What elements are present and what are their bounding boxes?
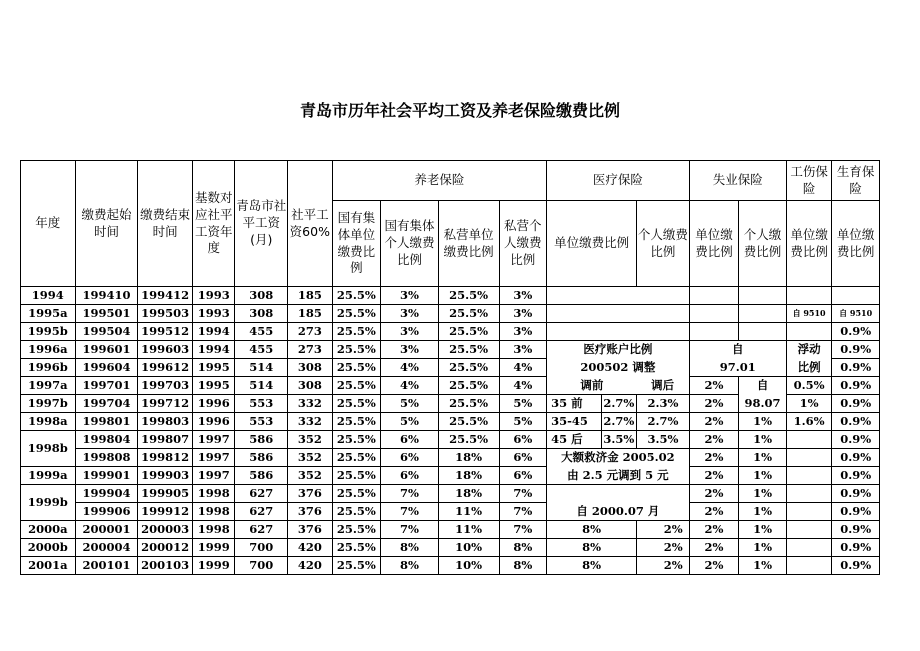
cell-wage: 455 [235,323,288,341]
table-row [21,503,880,521]
cell-p3: 11% [438,503,499,521]
cell-p4: 3% [499,323,547,341]
cell-p4: 7% [499,521,547,539]
cell-start: 199410 [75,287,138,305]
cell-base: 1998 [192,521,234,539]
cell-inj-empty [786,431,832,449]
header-u2: 个人缴费比例 [739,201,787,287]
cell-base: 1995 [192,359,234,377]
header-p2: 国有集体个人缴费比例 [381,201,439,287]
cell-wage: 627 [235,485,288,503]
cell-start: 199701 [75,377,138,395]
cell-p1: 25.5% [332,467,381,485]
cell-base: 1997 [192,467,234,485]
cell-w60: 185 [288,305,333,323]
header-pension: 养老保险 [332,161,546,201]
cell-start: 199901 [75,467,138,485]
cell-p1: 25.5% [332,521,381,539]
table-row [21,449,880,467]
cell-med-before: 调前 [547,377,637,395]
cell-p2: 7% [381,485,439,503]
cell-p2: 7% [381,503,439,521]
cell-year: 1995a [21,305,76,323]
cell-p1: 25.5% [332,287,381,305]
cell-birth: 0.9% [832,521,880,539]
cell-base: 1997 [192,431,234,449]
cell-base: 1997 [192,449,234,467]
cell-start: 199704 [75,395,138,413]
cell-birth-from: 自 9510 [832,305,880,323]
page-title: 青岛市历年社会平均工资及养老保险缴费比例 [299,101,620,120]
cell-end: 199803 [138,413,193,431]
cell-start: 200004 [75,539,138,557]
table-row [21,485,880,503]
cell-p3: 11% [438,521,499,539]
cell-p3: 25.5% [438,305,499,323]
cell-medical-empty [547,287,690,305]
cell-p1: 25.5% [332,485,381,503]
cell-start: 199904 [75,485,138,503]
cell-wage: 553 [235,413,288,431]
cell-med-personal: 2% [637,539,690,557]
cell-year: 2001a [21,557,76,575]
cell-end: 200003 [138,521,193,539]
cell-p2: 3% [381,341,439,359]
cell-u1: 2% [689,395,739,413]
cell-u1-empty [689,305,739,323]
cell-wage: 455 [235,341,288,359]
cell-inj-empty [786,467,832,485]
cell-medical-empty [547,485,690,503]
cell-wage: 514 [235,377,288,395]
cell-inj-from: 自 9510 [786,305,832,323]
cell-wage: 308 [235,305,288,323]
cell-base: 1996 [192,413,234,431]
cell-w60: 376 [288,503,333,521]
cell-age-45: 45 后 [547,431,602,449]
cell-end: 199612 [138,359,193,377]
cell-p2: 5% [381,413,439,431]
cell-birth: 0.9% [832,323,880,341]
cell-p4: 7% [499,503,547,521]
cell-start: 199604 [75,359,138,377]
cell-u2-empty [739,323,787,341]
cell-wage: 700 [235,557,288,575]
cell-p4: 8% [499,557,547,575]
cell-w60: 332 [288,413,333,431]
cell-relief-1: 大额救济金 2005.02 [547,449,690,467]
cell-w60: 376 [288,521,333,539]
table-row [21,539,880,557]
table-row [21,287,880,305]
cell-birth: 0.9% [832,539,880,557]
cell-start: 199504 [75,323,138,341]
cell-w60: 185 [288,287,333,305]
cell-from-2000: 自 2000.07 月 [547,503,690,521]
cell-unemp-9701: 97.01 [689,359,786,377]
cell-birth: 0.9% [832,413,880,431]
cell-inj: 1% [786,395,832,413]
cell-start: 199804 [75,431,138,449]
cell-year: 1995b [21,323,76,341]
cell-w60: 352 [288,431,333,449]
cell-w60: 332 [288,395,333,413]
table-row [21,413,880,431]
cell-start: 199808 [75,449,138,467]
cell-base: 1993 [192,305,234,323]
cell-base: 1996 [192,395,234,413]
cell-p1: 25.5% [332,557,381,575]
cell-p1: 25.5% [332,413,381,431]
cell-p2: 3% [381,287,439,305]
cell-p1: 25.5% [332,377,381,395]
cell-p2: 8% [381,557,439,575]
header-i1: 单位缴费比例 [786,201,832,287]
cell-w60: 273 [288,323,333,341]
cell-year: 1998b [21,431,76,467]
cell-u2-zi: 自 [739,377,787,395]
cell-wage: 514 [235,359,288,377]
cell-u1: 2% [689,431,739,449]
cell-end: 200012 [138,539,193,557]
table-row [21,323,880,341]
cell-p2: 3% [381,305,439,323]
cell-birth: 0.9% [832,359,880,377]
header-m2: 个人缴费比例 [637,201,690,287]
cell-start: 199906 [75,503,138,521]
cell-u2-9807: 98.07 [739,395,787,413]
cell-rate-after: 2.7% [637,413,690,431]
cell-end: 199807 [138,431,193,449]
cell-p2: 6% [381,431,439,449]
cell-p4: 7% [499,485,547,503]
table-row [21,395,880,413]
cell-birth-empty [832,287,880,305]
cell-u2: 1% [739,485,787,503]
cell-u2-empty [739,287,787,305]
cell-wage: 586 [235,449,288,467]
cell-inj-empty [786,323,832,341]
cell-year: 2000a [21,521,76,539]
cell-medical-empty [547,305,690,323]
cell-w60: 308 [288,377,333,395]
cell-p3: 25.5% [438,359,499,377]
header-start: 缴费起始时间 [75,161,138,287]
cell-p4: 6% [499,449,547,467]
cell-p1: 25.5% [332,539,381,557]
cell-u1-empty [689,287,739,305]
cell-u2: 1% [739,431,787,449]
cell-inj-empty [786,557,832,575]
cell-p1: 25.5% [332,431,381,449]
cell-p3: 25.5% [438,323,499,341]
cell-base: 1998 [192,503,234,521]
cell-base: 1994 [192,341,234,359]
cell-u1: 2% [689,521,739,539]
cell-birth: 0.9% [832,449,880,467]
header-base-year: 基数对应社平工资年度 [192,161,234,287]
cell-p4: 4% [499,359,547,377]
cell-end: 199912 [138,503,193,521]
cell-u2: 1% [739,503,787,521]
table-row [21,467,880,485]
cell-p4: 6% [499,431,547,449]
cell-birth: 0.9% [832,395,880,413]
cell-end: 199703 [138,377,193,395]
table-row [21,341,880,359]
cell-start: 199601 [75,341,138,359]
cell-p2: 3% [381,323,439,341]
cell-birth: 0.9% [832,467,880,485]
cell-base: 1998 [192,485,234,503]
cell-p4: 5% [499,395,547,413]
cell-med-after: 调后 [637,377,690,395]
cell-med-personal: 2% [637,521,690,539]
cell-p1: 25.5% [332,359,381,377]
table-row [21,359,880,377]
header-m1: 单位缴费比例 [547,201,637,287]
header-avg-wage: 青岛市社平工资(月) [235,161,288,287]
cell-p1: 25.5% [332,305,381,323]
cell-end: 200103 [138,557,193,575]
cell-p2: 5% [381,395,439,413]
cell-end: 199905 [138,485,193,503]
cell-inj-empty [786,539,832,557]
cell-u1: 2% [689,377,739,395]
header-end: 缴费结束时间 [138,161,193,287]
cell-base: 1999 [192,557,234,575]
cell-age-35: 35 前 [547,395,602,413]
cell-p1: 25.5% [332,449,381,467]
cell-p4: 6% [499,467,547,485]
cell-p3: 25.5% [438,287,499,305]
cell-p2: 7% [381,521,439,539]
cell-p3: 18% [438,485,499,503]
cell-w60: 420 [288,539,333,557]
cell-inj: 1.6% [786,413,832,431]
cell-wage: 700 [235,539,288,557]
cell-start: 199801 [75,413,138,431]
cell-med-personal: 2% [637,557,690,575]
cell-p2: 6% [381,449,439,467]
cell-inj-ratio: 比例 [786,359,832,377]
cell-p1: 25.5% [332,323,381,341]
cell-base: 1994 [192,323,234,341]
cell-wage: 627 [235,503,288,521]
cell-rate-before: 2.7% [601,413,636,431]
cell-end: 199503 [138,305,193,323]
cell-u2: 1% [739,521,787,539]
cell-year: 1994 [21,287,76,305]
cell-start: 200001 [75,521,138,539]
cell-w60: 352 [288,449,333,467]
cell-age-35-45: 35-45 [547,413,602,431]
cell-u1: 2% [689,413,739,431]
cell-inj-empty [786,521,832,539]
cell-u1: 2% [689,503,739,521]
header-injury: 工伤保险 [786,161,832,201]
cell-start: 200101 [75,557,138,575]
header-year: 年度 [21,161,76,287]
cell-medical-empty [547,323,690,341]
cell-med-account: 医疗账户比例 [547,341,690,359]
cell-med-unit: 8% [547,539,637,557]
cell-u1: 2% [689,485,739,503]
cell-w60: 376 [288,485,333,503]
cell-u2-empty [739,305,787,323]
cell-birth: 0.9% [832,503,880,521]
cell-p2: 6% [381,467,439,485]
header-p1: 国有集体单位缴费比例 [332,201,381,287]
cell-inj-empty [786,449,832,467]
cell-start: 199501 [75,305,138,323]
cell-p3: 10% [438,539,499,557]
header-unemployment: 失业保险 [689,161,786,201]
header-p4: 私营个人缴费比例 [499,201,547,287]
cell-inj: 0.5% [786,377,832,395]
cell-p4: 3% [499,287,547,305]
cell-birth: 0.9% [832,377,880,395]
cell-birth: 0.9% [832,557,880,575]
cell-med-unit: 8% [547,521,637,539]
cell-end: 199812 [138,449,193,467]
header-medical: 医疗保险 [547,161,690,201]
cell-rate-after: 2.3% [637,395,690,413]
cell-p3: 25.5% [438,395,499,413]
cell-u2: 1% [739,413,787,431]
cell-u2: 1% [739,449,787,467]
cell-year: 1998a [21,413,76,431]
cell-base: 1995 [192,377,234,395]
cell-p3: 25.5% [438,413,499,431]
cell-inj-empty [786,287,832,305]
table-row [21,521,880,539]
cell-birth: 0.9% [832,341,880,359]
wage-insurance-table [20,160,880,575]
header-birth: 生育保险 [832,161,880,201]
cell-inj-float: 浮动 [786,341,832,359]
cell-wage: 586 [235,467,288,485]
cell-wage: 553 [235,395,288,413]
cell-u2: 1% [739,467,787,485]
cell-end: 199603 [138,341,193,359]
cell-p4: 4% [499,377,547,395]
cell-p1: 25.5% [332,341,381,359]
cell-u2: 1% [739,539,787,557]
cell-w60: 420 [288,557,333,575]
cell-end: 199712 [138,395,193,413]
cell-birth: 0.9% [832,431,880,449]
cell-year: 1999a [21,467,76,485]
cell-wage: 627 [235,521,288,539]
cell-p1: 25.5% [332,395,381,413]
cell-p4: 3% [499,341,547,359]
cell-rate-before: 3.5% [601,431,636,449]
cell-end: 199903 [138,467,193,485]
cell-w60: 273 [288,341,333,359]
cell-p3: 10% [438,557,499,575]
cell-wage: 586 [235,431,288,449]
cell-p3: 18% [438,449,499,467]
cell-inj-empty [786,485,832,503]
table-row [21,431,880,449]
header-u1: 单位缴费比例 [689,201,739,287]
cell-p3: 18% [438,467,499,485]
cell-year: 2000b [21,539,76,557]
cell-p2: 4% [381,377,439,395]
cell-inj-empty [786,503,832,521]
table-row [21,377,880,395]
cell-year: 1996a [21,341,76,359]
cell-birth: 0.9% [832,485,880,503]
cell-p4: 3% [499,305,547,323]
cell-year: 1997b [21,395,76,413]
cell-u1: 2% [689,539,739,557]
cell-u1-empty [689,323,739,341]
cell-p3: 25.5% [438,341,499,359]
cell-u1: 2% [689,449,739,467]
cell-wage: 308 [235,287,288,305]
cell-base: 1993 [192,287,234,305]
cell-p4: 5% [499,413,547,431]
cell-unemp-zi: 自 [689,341,786,359]
cell-p3: 25.5% [438,377,499,395]
cell-w60: 308 [288,359,333,377]
cell-med-unit: 8% [547,557,637,575]
cell-u1: 2% [689,557,739,575]
cell-p4: 8% [499,539,547,557]
cell-year: 1997a [21,377,76,395]
header-wage60: 社平工资60% [288,161,333,287]
cell-p3: 25.5% [438,431,499,449]
cell-base: 1999 [192,539,234,557]
table-row [21,305,880,323]
cell-end: 199512 [138,323,193,341]
cell-year: 1996b [21,359,76,377]
cell-med-200502: 200502 调整 [547,359,690,377]
header-p3: 私营单位缴费比例 [438,201,499,287]
cell-end: 199412 [138,287,193,305]
cell-p2: 8% [381,539,439,557]
header-b1: 单位缴费比例 [832,201,880,287]
cell-rate-before: 2.7% [601,395,636,413]
cell-p2: 4% [381,359,439,377]
cell-w60: 352 [288,467,333,485]
cell-year: 1999b [21,485,76,521]
cell-relief-2: 由 2.5 元调到 5 元 [547,467,690,485]
cell-u1: 2% [689,467,739,485]
table-row [21,557,880,575]
cell-p1: 25.5% [332,503,381,521]
cell-u2: 1% [739,557,787,575]
cell-rate-after: 3.5% [637,431,690,449]
